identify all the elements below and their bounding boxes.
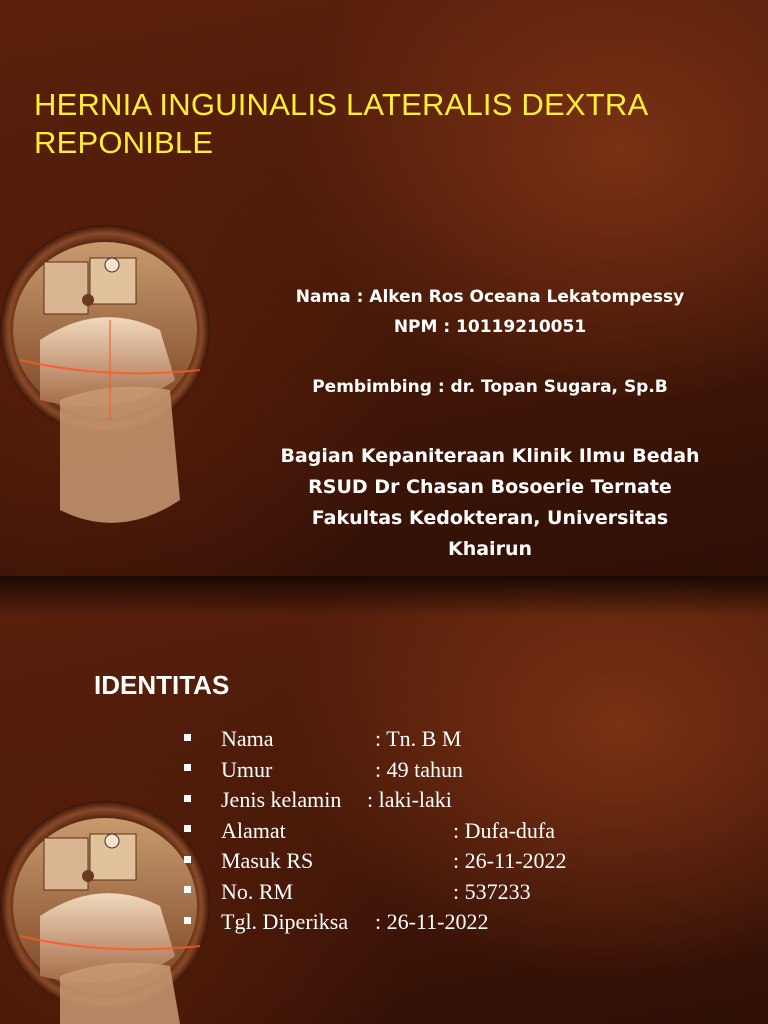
- list-item: [184, 785, 566, 816]
- item-label: Jenis kelamin: [221, 787, 342, 813]
- item-value: : 49 tahun: [375, 756, 463, 782]
- bullet-icon: [184, 917, 191, 924]
- list-item: [184, 877, 566, 908]
- item-label: Umur: [221, 756, 273, 782]
- bullet-icon: [184, 734, 191, 741]
- bullet-icon: [184, 795, 191, 802]
- institution-line: RSUD Dr Chasan Bosoerie Ternate: [308, 476, 672, 498]
- item-value: : 537233: [453, 878, 531, 904]
- list-item: [184, 846, 566, 877]
- institution-line: Fakultas Kedokteran, Universitas: [311, 507, 669, 529]
- bullet-icon: [184, 825, 191, 832]
- supervisor: Pembimbing : dr. Topan Sugara, Sp.B: [312, 377, 668, 397]
- item-value: : 26-11-2022: [453, 848, 567, 874]
- section-heading: IDENTITAS: [94, 670, 230, 700]
- bullet-icon: [184, 764, 191, 771]
- item-label: Nama: [221, 726, 274, 752]
- item-label: No. RM: [221, 878, 294, 904]
- item-value: : laki-laki: [367, 787, 452, 813]
- item-label: Alamat: [221, 817, 286, 843]
- item-value: : 26-11-2022: [375, 909, 489, 935]
- bullet-icon: [184, 856, 191, 863]
- presentation-title: HERNIA INGUINALIS LATERALIS DEXTRA REPONIBLE: [34, 87, 647, 160]
- author-name: Nama : Alken Ros Oceana Lekatompessy: [295, 287, 685, 307]
- list-item: [184, 755, 566, 786]
- list-item: [184, 907, 566, 938]
- item-label: Masuk RS: [221, 848, 314, 874]
- identity-slide: [0, 576, 768, 1024]
- bullet-icon: [184, 886, 191, 893]
- student-id: NPM : 10119210051: [393, 317, 587, 337]
- institution-line: Khairun: [447, 538, 532, 560]
- identity-list: [184, 724, 566, 938]
- list-item: [184, 816, 566, 847]
- item-label: Tgl. Diperiksa: [221, 909, 349, 935]
- institution-line: Bagian Kepaniteraan Klinik Ilmu Bedah: [280, 445, 700, 467]
- list-item: [184, 724, 566, 755]
- item-value: : Tn. B M: [375, 726, 462, 752]
- item-value: : Dufa-dufa: [453, 817, 556, 843]
